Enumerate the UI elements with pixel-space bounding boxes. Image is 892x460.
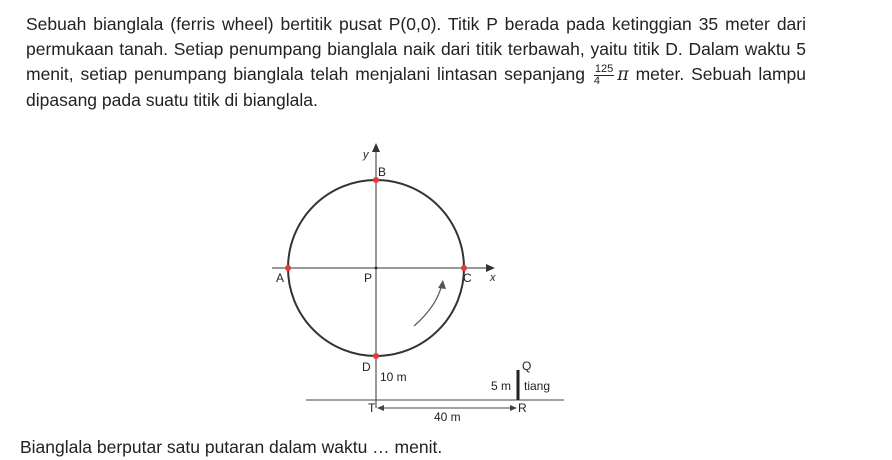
ferris-wheel-diagram	[262, 138, 572, 426]
rotation-arrow	[414, 284, 442, 326]
point-q-label: Q	[522, 359, 532, 373]
fraction-numerator: 125	[594, 62, 614, 75]
pole-label: tiang	[524, 379, 551, 393]
point-d-marker	[373, 353, 379, 359]
problem-paragraph	[26, 12, 806, 113]
point-p-label: P	[364, 271, 373, 285]
y-axis-label: y	[363, 149, 369, 161]
distance-arrow-right	[510, 405, 517, 411]
x-axis-arrowhead	[486, 264, 495, 272]
pole-height-label: 5 m	[491, 379, 512, 393]
point-r-label: R	[518, 401, 527, 415]
point-t-label: T	[368, 401, 376, 415]
point-c-label: C	[463, 271, 472, 285]
ground-distance-label: 40 m	[434, 410, 461, 424]
height-d-label: 10 m	[380, 370, 407, 384]
question-text: Bianglala berputar satu putaran dalam waktu … menit.	[20, 437, 443, 457]
point-d-label: D	[362, 360, 371, 374]
fraction-125-over-4	[594, 64, 614, 87]
x-axis-label: x	[490, 272, 496, 284]
problem-text-outro: meter. Sebuah lampu dipasang pada suatu titik di bianglala.	[26, 64, 806, 110]
point-b-label: B	[378, 165, 387, 179]
y-axis-arrowhead	[372, 143, 380, 152]
rotation-arrowhead	[438, 280, 446, 289]
point-a-label: A	[276, 271, 285, 285]
distance-arrow-left	[377, 405, 384, 411]
fraction-denominator: 4	[593, 74, 600, 87]
point-a-marker	[285, 265, 291, 271]
pi-symbol: π	[617, 65, 629, 85]
problem-text-intro: Sebuah bianglala (ferris wheel) bertitik pusat P(0,0). Titik P berada pada ketinggian 35 meter dari permukaan tanah. Setiap penumpang bianglala naik dari titik terbawah, yaitu titik D. Dalam waktu 5 menit, setiap penumpang bianglala telah menjalani lintasan sepanjang	[26, 14, 806, 84]
point-p-marker	[375, 267, 378, 270]
